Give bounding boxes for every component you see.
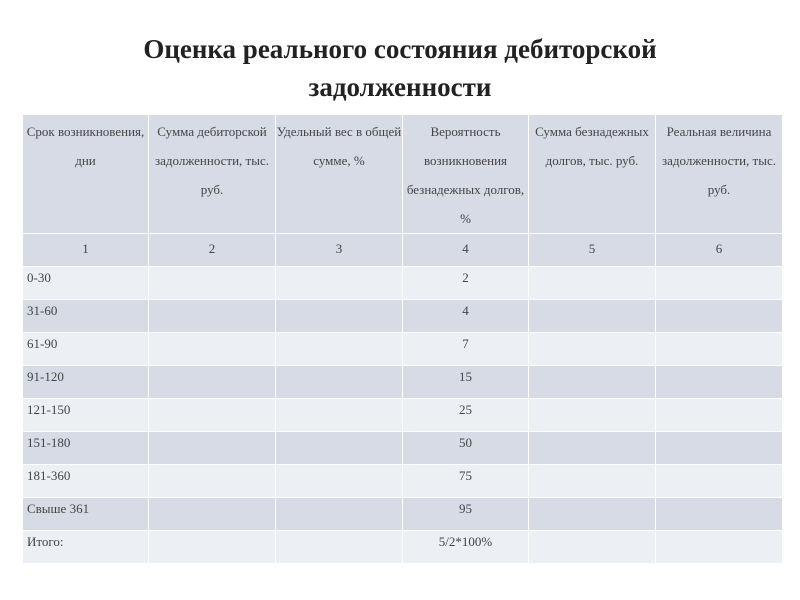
empty-cell	[656, 300, 783, 333]
empty-cell	[149, 465, 276, 498]
empty-cell	[656, 366, 783, 399]
slide-title	[0, 30, 800, 106]
empty-cell	[149, 498, 276, 531]
term-cell: 0-30	[23, 267, 149, 300]
empty-cell	[149, 399, 276, 432]
term-cell: 151-180	[23, 432, 149, 465]
header-cell: Реальная величина задолженности, тыс. руб.	[656, 115, 783, 234]
term-cell: 181-360	[23, 465, 149, 498]
empty-cell	[656, 267, 783, 300]
term-cell: 31-60	[23, 300, 149, 333]
table-row	[23, 300, 783, 333]
empty-cell	[529, 399, 656, 432]
table-row	[23, 498, 783, 531]
probability-cell: 7	[403, 333, 529, 366]
empty-cell	[529, 366, 656, 399]
empty-cell	[149, 333, 276, 366]
empty-cell	[656, 399, 783, 432]
empty-cell	[276, 465, 403, 498]
term-cell: Итого:	[23, 531, 149, 564]
probability-cell: 50	[403, 432, 529, 465]
empty-cell	[276, 399, 403, 432]
empty-cell	[276, 333, 403, 366]
empty-cell	[529, 267, 656, 300]
table-row	[23, 432, 783, 465]
header-cell: Удельный вес в общей сумме, %	[276, 115, 403, 234]
empty-cell	[149, 531, 276, 564]
column-number: 2	[149, 234, 276, 267]
term-cell: 61-90	[23, 333, 149, 366]
column-number: 3	[276, 234, 403, 267]
header-row	[23, 115, 783, 234]
probability-cell: 2	[403, 267, 529, 300]
column-number: 6	[656, 234, 783, 267]
empty-cell	[276, 432, 403, 465]
header-cell: Сумма безнадежных долгов, тыс. руб.	[529, 115, 656, 234]
table-row	[23, 399, 783, 432]
empty-cell	[529, 432, 656, 465]
header-cell: Срок возникновения, дни	[23, 115, 149, 234]
empty-cell	[656, 531, 783, 564]
empty-cell	[149, 366, 276, 399]
column-number: 4	[403, 234, 529, 267]
empty-cell	[529, 498, 656, 531]
empty-cell	[656, 465, 783, 498]
table-row	[23, 267, 783, 300]
column-number: 5	[529, 234, 656, 267]
empty-cell	[529, 531, 656, 564]
empty-cell	[276, 366, 403, 399]
empty-cell	[149, 432, 276, 465]
header-cell: Сумма дебиторской задолженности, тыс. руб.	[149, 115, 276, 234]
probability-cell: 25	[403, 399, 529, 432]
empty-cell	[149, 300, 276, 333]
probability-cell: 4	[403, 300, 529, 333]
empty-cell	[656, 432, 783, 465]
term-cell: 121-150	[23, 399, 149, 432]
empty-cell	[276, 531, 403, 564]
empty-cell	[149, 267, 276, 300]
title-line-1: Оценка реального состояния дебиторской	[143, 34, 657, 64]
term-cell: Свыше 361	[23, 498, 149, 531]
empty-cell	[276, 498, 403, 531]
column-number: 1	[23, 234, 149, 267]
column-number-row	[23, 234, 783, 267]
title-line-2: задолженности	[308, 72, 492, 102]
empty-cell	[529, 465, 656, 498]
probability-cell: 75	[403, 465, 529, 498]
table-row	[23, 465, 783, 498]
header-cell: Вероятность возникновения безнадежных долгов, %	[403, 115, 529, 234]
empty-cell	[656, 498, 783, 531]
empty-cell	[276, 267, 403, 300]
term-cell: 91-120	[23, 366, 149, 399]
table-row	[23, 366, 783, 399]
empty-cell	[656, 333, 783, 366]
probability-cell: 95	[403, 498, 529, 531]
empty-cell	[276, 300, 403, 333]
empty-cell	[529, 333, 656, 366]
total-row	[23, 531, 783, 564]
table-row	[23, 333, 783, 366]
probability-cell: 15	[403, 366, 529, 399]
empty-cell	[529, 300, 656, 333]
probability-cell: 5/2*100%	[403, 531, 529, 564]
receivables-table	[22, 114, 783, 564]
